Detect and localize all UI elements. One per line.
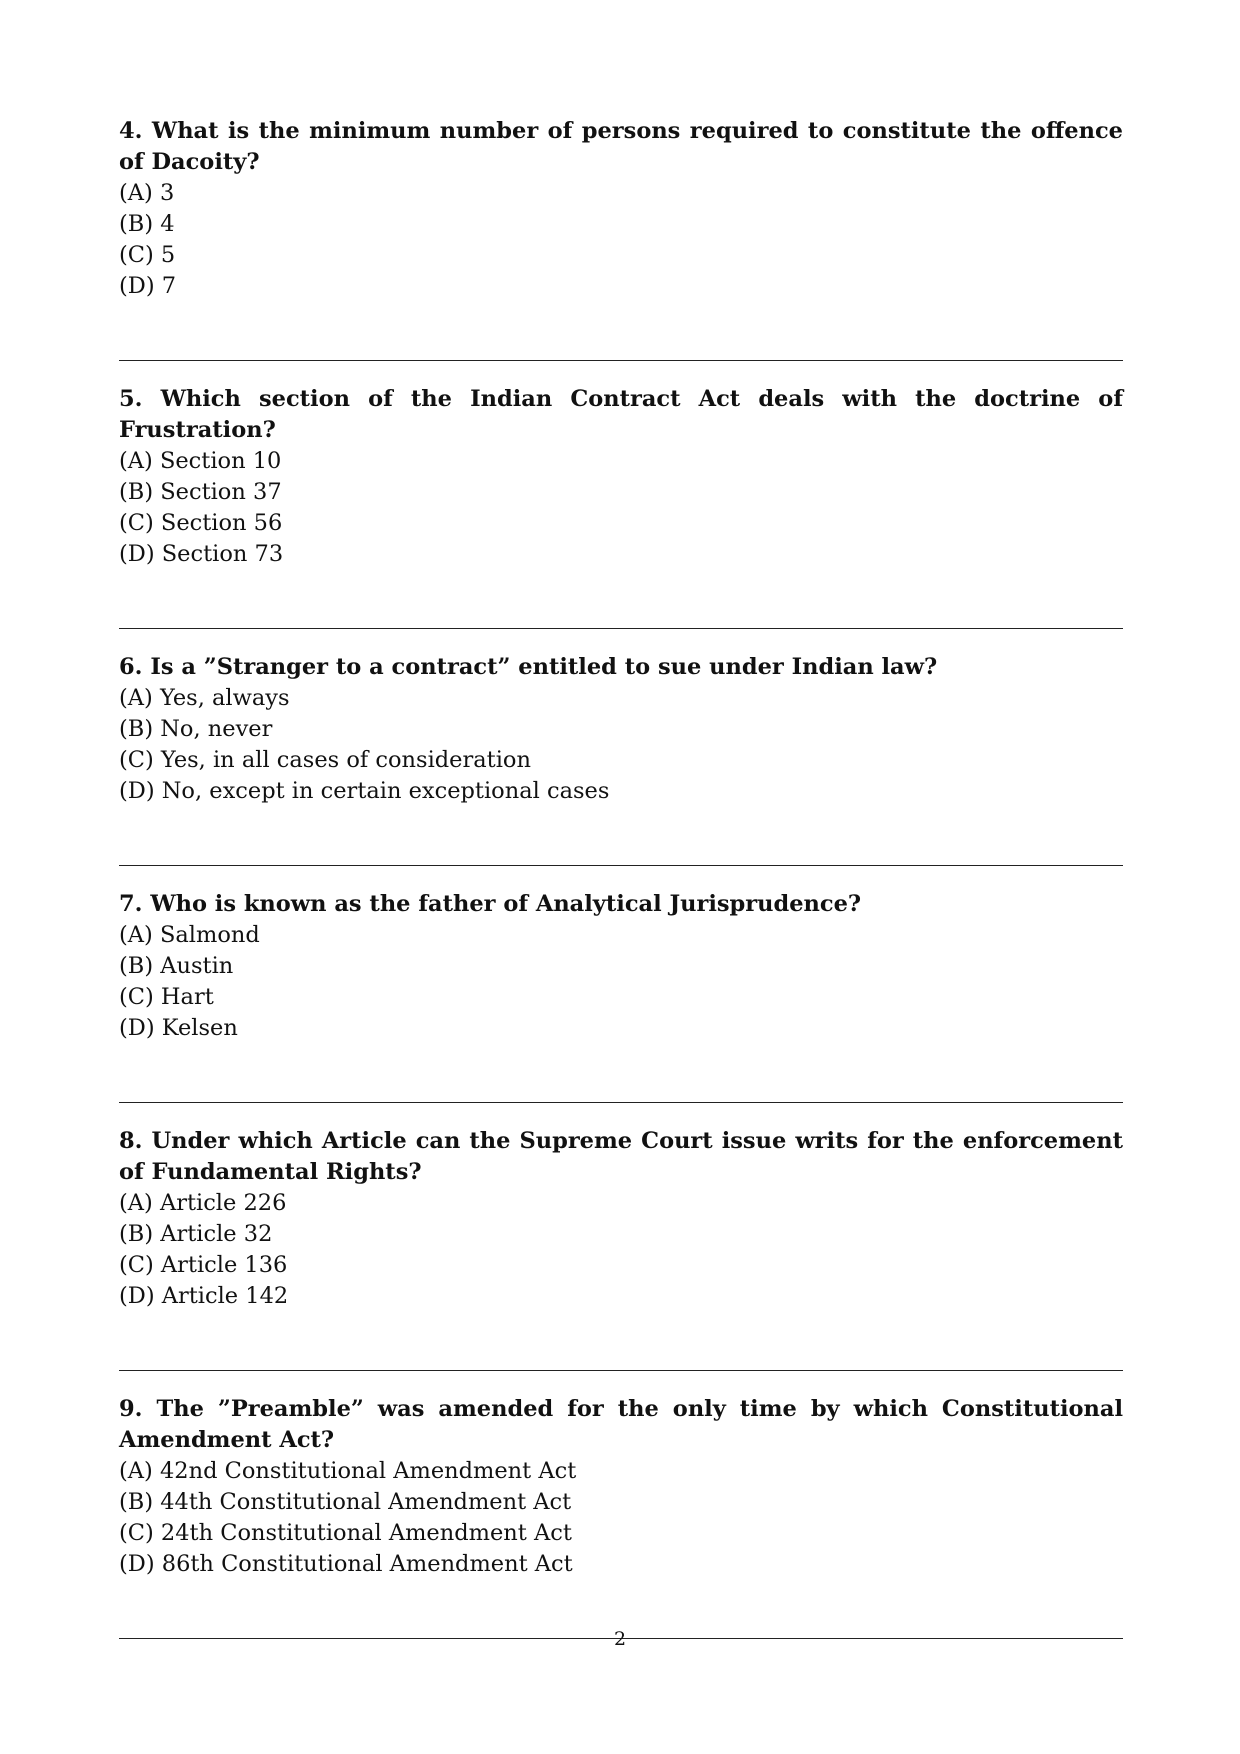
option-a: (A) Yes, always [119, 685, 290, 711]
option-d: (D) Section 73 [119, 541, 284, 567]
option-d: (D) Article 142 [119, 1283, 289, 1309]
option-d: (D) No, except in certain exceptional cases [119, 778, 610, 804]
option-c: (C) Article 136 [119, 1252, 288, 1278]
option-c: (C) 24th Constitutional Amendment Act [119, 1520, 572, 1546]
option-list [119, 1456, 1123, 1580]
option-d: (D) 86th Constitutional Amendment Act [119, 1551, 573, 1577]
divider [119, 1370, 1123, 1371]
question-text: 9. The ”Preamble” was amended for the only time by which Constitutional Amendment Act? [119, 1396, 1123, 1453]
option-c: (C) Yes, in all cases of consideration [119, 747, 531, 773]
question-6 [119, 652, 1123, 807]
question-text: 6. Is a ”Stranger to a contract” entitled to sue under Indian law? [119, 654, 938, 680]
option-c: (C) Hart [119, 984, 214, 1010]
question-text: 4. What is the minimum number of persons required to constitute the offence of Dacoity? [119, 118, 1123, 175]
option-a: (A) 3 [119, 180, 175, 206]
option-a: (A) Section 10 [119, 448, 282, 474]
option-d: (D) Kelsen [119, 1015, 238, 1041]
divider [119, 360, 1123, 361]
option-list [119, 178, 1123, 302]
question-4 [119, 116, 1123, 302]
page-number: 2 [613, 1628, 627, 1650]
option-b: (B) Article 32 [119, 1221, 273, 1247]
question-text: 5. Which section of the Indian Contract Act deals with the doctrine of Frustration? [119, 386, 1123, 443]
question-8 [119, 1126, 1123, 1312]
option-b: (B) 44th Constitutional Amendment Act [119, 1489, 572, 1515]
option-list [119, 446, 1123, 570]
option-c: (C) 5 [119, 242, 176, 268]
option-d: (D) 7 [119, 273, 177, 299]
option-b: (B) 4 [119, 211, 175, 237]
divider [119, 1102, 1123, 1103]
option-b: (B) Section 37 [119, 479, 282, 505]
question-7 [119, 889, 1123, 1044]
question-list [119, 116, 1123, 1639]
option-list [119, 683, 1123, 807]
question-9 [119, 1394, 1123, 1580]
divider [119, 628, 1123, 629]
question-5 [119, 384, 1123, 570]
divider [119, 865, 1123, 866]
question-text: 7. Who is known as the father of Analytical Jurisprudence? [119, 891, 862, 917]
option-a: (A) Salmond [119, 922, 260, 948]
question-text: 8. Under which Article can the Supreme Court issue writs for the enforcement of Fundamental Rights? [119, 1128, 1123, 1185]
option-b: (B) No, never [119, 716, 273, 742]
option-list [119, 920, 1123, 1044]
option-list [119, 1188, 1123, 1312]
option-b: (B) Austin [119, 953, 234, 979]
option-c: (C) Section 56 [119, 510, 283, 536]
option-a: (A) Article 226 [119, 1190, 287, 1216]
option-a: (A) 42nd Constitutional Amendment Act [119, 1458, 577, 1484]
